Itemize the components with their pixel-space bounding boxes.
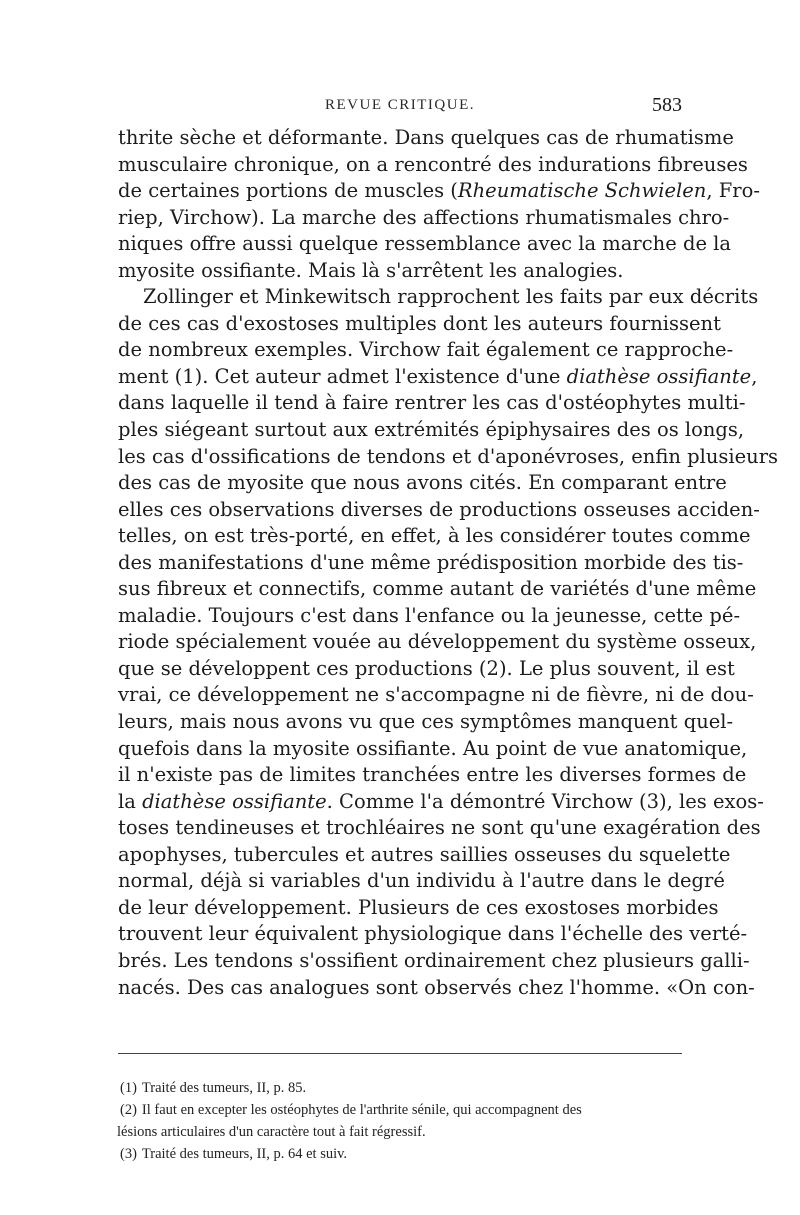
footnote-text: Il faut en excepter les ostéophytes de l'arthrite sénile, qui accompagnent des [141,1102,582,1118]
text-line: quefois dans la myosite ossifiante. Au point de vue anatomique, [118,736,748,760]
footnote-mark: (2) [120,1102,137,1118]
paragraph-start: Zollinger et Minkewitsch rapprochent les faits par eux décrits [143,285,759,309]
footnote-3 [120,1143,684,1165]
text-line: les cas d'ossifications de tendons et d'aponévroses, enfin plusieurs [118,444,779,468]
text-line: leurs, mais nous avons vu que ces symptômes manquent quel- [118,710,734,734]
page-number: 583 [652,94,682,116]
italic-phrase: Rheumatische Schwielen [457,179,707,203]
text-line: de ces cas d'exostoses multiples dont les auteurs fournissent [118,311,721,335]
text-line: sus fibreux et connectifs, comme autant de variétés d'une même [118,577,757,601]
body-text [118,125,779,1001]
text-line: de leur développement. Plusieurs de ces exostoses morbides [118,895,719,919]
italic-phrase: diathèse ossifiante [566,364,752,388]
text-line: de certaines portions de muscles (Rheumatische Schwielen, Fro- [118,179,760,203]
italic-phrase: diathèse ossifiante [142,789,327,813]
text-line: trouvent leur équivalent physiologique dans l'échelle des verté- [118,922,748,946]
footnote-text: Traité des tumeurs, II, p. 64 et suiv. [141,1146,348,1162]
footnote-mark: (3) [120,1146,137,1162]
text-line: des cas de myosite que nous avons cités. En comparant entre [118,471,727,495]
footnote-mark: (1) [120,1080,137,1096]
text-line: dans laquelle il tend à faire rentrer les cas d'ostéophytes multi- [118,391,746,415]
footnote-2 [120,1099,684,1121]
text-line: toses tendineuses et trochléaires ne sont qu'une exagération des [118,816,761,840]
text-line: telles, on est très-porté, en effet, à les considérer toutes comme [118,524,751,548]
text-line: elles ces observations diverses de productions osseuses acciden- [118,497,760,521]
footnote-text: lésions articulaires d'un caractère tout à fait régressif. [117,1124,426,1140]
text-line: apophyses, tubercules et autres saillies osseuses du squelette [118,842,731,866]
text-line: ment (1). Cet auteur admet l'existence d'une diathèse ossifiante, [118,364,758,388]
footnote-2-continued [117,1121,684,1143]
text-line: myosite ossifiante. Mais là s'arrêtent les analogies. [118,258,624,282]
text-line: thrite sèche et déformante. Dans quelques cas de rhumatisme [118,126,734,149]
text-line: de nombreux exemples. Virchow fait également ce rapproche- [118,338,734,362]
text-line: des manifestations d'une même prédisposition morbide des tis- [118,550,744,574]
text-line: vrai, ce développement ne s'accompagne ni de fièvre, ni de dou- [118,683,754,707]
text-line: il n'existe pas de limites tranchées entre les diverses formes de [118,763,747,787]
text-line: ples siégeant surtout aux extrémités épiphysaires des os longs, [118,418,745,442]
footnote-text: Traité des tumeurs, II, p. 85. [141,1080,307,1096]
text-line: musculaire chronique, on a rencontré des indurations fibreuses [118,152,748,176]
footnote-1 [120,1077,684,1099]
page-header [118,94,682,121]
running-head: REVUE CRITIQUE. [325,97,475,113]
text-line: la diathèse ossifiante. Comme l'a démontré Virchow (3), les exos- [118,789,764,813]
text-line: niques offre aussi quelque ressemblance avec la marche de la [118,232,732,256]
footnotes [117,1077,684,1165]
footnote-divider [118,1053,682,1054]
text-line: riep, Virchow). La marche des affections rhumatismales chro- [118,205,730,229]
text-line: que se développent ces productions (2). Le plus souvent, il est [118,656,735,680]
text-line: nacés. Des cas analogues sont observés chez l'homme. «On con- [118,975,755,999]
text-line: normal, déjà si variables d'un individu à l'autre dans le degré [118,869,725,893]
text-line: brés. Les tendons s'ossifient ordinairement chez plusieurs galli- [118,948,750,972]
text-line: riode spécialement vouée au développement du système osseux, [118,630,757,654]
text-line: maladie. Toujours c'est dans l'enfance ou la jeunesse, cette pé- [118,603,741,627]
